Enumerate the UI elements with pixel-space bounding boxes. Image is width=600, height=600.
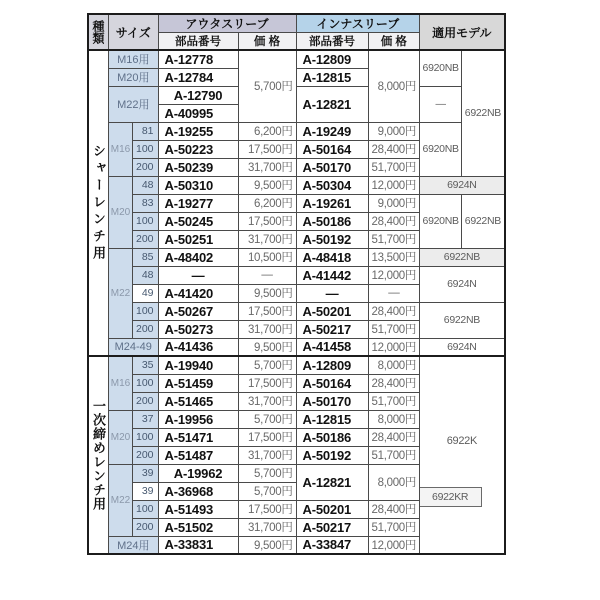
inner-price: 12,000円 — [368, 536, 420, 554]
size-cell: 100 — [133, 374, 159, 392]
outer-price: 9,500円 — [238, 338, 296, 356]
inner-price: 8,000円 — [368, 464, 420, 500]
header-model: 適用モデル — [420, 14, 505, 50]
model-cell: 6920NB — [420, 50, 462, 86]
size-cell: 37 — [133, 410, 159, 428]
size-cell: 100 — [133, 212, 159, 230]
model-cell: 6922NB — [462, 50, 505, 176]
outer-part-no: A-12778 — [158, 50, 238, 68]
outer-part-no: A-19962 — [158, 464, 238, 482]
inner-part-no: A-41458 — [296, 338, 368, 356]
inner-part-no: A-50304 — [296, 176, 368, 194]
outer-part-no: — — [158, 266, 238, 284]
inner-part-no: A-48418 — [296, 248, 368, 266]
inner-price: 9,000円 — [368, 194, 420, 212]
outer-part-no: A-33831 — [158, 536, 238, 554]
size-cell: 39 — [133, 464, 159, 482]
header-inner-sleeve: インナスリーブ — [296, 14, 420, 33]
outer-part-no: A-51493 — [158, 500, 238, 518]
size-cell: 200 — [133, 158, 159, 176]
size-cell: M24-49 — [109, 338, 159, 356]
outer-part-no: A-19277 — [158, 194, 238, 212]
inner-price: 8,000円 — [368, 50, 420, 122]
outer-part-no: A-19956 — [158, 410, 238, 428]
size-group-cell: M20 — [109, 410, 133, 464]
inner-part-no: A-12815 — [296, 68, 368, 86]
outer-part-no: A-40995 — [158, 104, 238, 122]
model-cell: 6924N — [420, 176, 505, 194]
inner-price: 51,700円 — [368, 230, 420, 248]
outer-price: 6,200円 — [238, 122, 296, 140]
outer-price: 5,700円 — [238, 356, 296, 374]
outer-part-no: A-50310 — [158, 176, 238, 194]
outer-part-no: A-51471 — [158, 428, 238, 446]
header-inner-part-no: 部品番号 — [296, 33, 368, 51]
header-outer-price: 価 格 — [238, 33, 296, 51]
outer-part-no: A-12790 — [158, 86, 238, 104]
size-cell: M22用 — [109, 86, 159, 122]
outer-price: 5,700円 — [238, 464, 296, 482]
outer-price: 17,500円 — [238, 212, 296, 230]
inner-price: 12,000円 — [368, 176, 420, 194]
inner-part-no: A-12821 — [296, 464, 368, 500]
inner-part-no: A-41442 — [296, 266, 368, 284]
outer-price: 17,500円 — [238, 374, 296, 392]
model-cell: 6924N — [420, 266, 505, 302]
size-cell: 100 — [133, 500, 159, 518]
header-kind: 種類 — [88, 14, 109, 50]
inner-part-no: A-50170 — [296, 392, 368, 410]
inner-price: 51,700円 — [368, 320, 420, 338]
outer-part-no: A-51487 — [158, 446, 238, 464]
outer-price: 5,700円 — [238, 410, 296, 428]
size-group-cell: M16 — [109, 356, 133, 410]
inner-price: 51,700円 — [368, 446, 420, 464]
outer-price: 17,500円 — [238, 428, 296, 446]
outer-part-no: A-19255 — [158, 122, 238, 140]
size-cell: 49 — [133, 284, 159, 302]
outer-part-no: A-50223 — [158, 140, 238, 158]
section-label-shear-wrench: シャーレンチ用 — [88, 50, 109, 356]
model-cell — [420, 356, 505, 554]
outer-price: 31,700円 — [238, 320, 296, 338]
inner-part-no: A-50217 — [296, 518, 368, 536]
model-label: 6922K — [446, 435, 478, 447]
size-cell: 100 — [133, 428, 159, 446]
size-cell: 200 — [133, 446, 159, 464]
outer-price: 9,500円 — [238, 536, 296, 554]
outer-price: — — [238, 266, 296, 284]
inner-price: 28,400円 — [368, 374, 420, 392]
size-cell: 83 — [133, 194, 159, 212]
outer-part-no: A-50239 — [158, 158, 238, 176]
inner-price: 28,400円 — [368, 140, 420, 158]
inner-part-no: A-12815 — [296, 410, 368, 428]
outer-part-no: A-50245 — [158, 212, 238, 230]
inner-price: 28,400円 — [368, 302, 420, 320]
section-label-primary-wrench: 一次締めレンチ用 — [88, 356, 109, 554]
outer-price: 31,700円 — [238, 230, 296, 248]
inner-part-no: A-12809 — [296, 50, 368, 68]
inner-part-no: A-19249 — [296, 122, 368, 140]
outer-price: 5,700円 — [238, 482, 296, 500]
outer-price: 17,500円 — [238, 140, 296, 158]
inner-part-no: A-50192 — [296, 230, 368, 248]
outer-part-no: A-41436 — [158, 338, 238, 356]
inner-part-no: A-50186 — [296, 428, 368, 446]
outer-part-no: A-19940 — [158, 356, 238, 374]
size-group-cell: M16 — [109, 122, 133, 176]
size-cell: 200 — [133, 230, 159, 248]
inner-price: 28,400円 — [368, 500, 420, 518]
size-cell: 200 — [133, 392, 159, 410]
header-inner-price: 価 格 — [368, 33, 420, 51]
header-outer-sleeve: アウタスリーブ — [158, 14, 296, 33]
outer-part-no: A-36968 — [158, 482, 238, 500]
inner-price: 51,700円 — [368, 392, 420, 410]
size-cell: M16用 — [109, 50, 159, 68]
outer-price: 31,700円 — [238, 158, 296, 176]
size-cell: 39 — [133, 482, 159, 500]
size-group-cell: M22 — [109, 464, 133, 536]
inner-part-no: A-50164 — [296, 374, 368, 392]
inner-part-no: A-50170 — [296, 158, 368, 176]
size-cell: 85 — [133, 248, 159, 266]
inner-part-no: A-19261 — [296, 194, 368, 212]
model-cell: 6920NB — [420, 194, 462, 248]
size-cell: 48 — [133, 266, 159, 284]
outer-part-no: A-50273 — [158, 320, 238, 338]
inner-part-no: A-50201 — [296, 302, 368, 320]
inner-price: 8,000円 — [368, 410, 420, 428]
outer-part-no: A-51459 — [158, 374, 238, 392]
inner-part-no: A-12809 — [296, 356, 368, 374]
size-group-cell: M20 — [109, 176, 133, 248]
inner-part-no: A-50192 — [296, 446, 368, 464]
inner-price: 12,000円 — [368, 266, 420, 284]
outer-price: 10,500円 — [238, 248, 296, 266]
outer-part-no: A-41420 — [158, 284, 238, 302]
size-cell: 200 — [133, 518, 159, 536]
model-cell: 6920NB — [420, 122, 462, 176]
size-cell: 48 — [133, 176, 159, 194]
inner-price: — — [368, 284, 420, 302]
outer-price: 17,500円 — [238, 302, 296, 320]
inner-part-no: — — [296, 284, 368, 302]
outer-part-no: A-12784 — [158, 68, 238, 86]
inner-part-no: A-50201 — [296, 500, 368, 518]
inner-part-no: A-50164 — [296, 140, 368, 158]
outer-price: 9,500円 — [238, 284, 296, 302]
model-cell: — — [420, 86, 462, 122]
outer-price: 31,700円 — [238, 392, 296, 410]
outer-price: 6,200円 — [238, 194, 296, 212]
size-cell: 81 — [133, 122, 159, 140]
inner-price: 28,400円 — [368, 428, 420, 446]
inner-price: 9,000円 — [368, 122, 420, 140]
inner-part-no: A-50217 — [296, 320, 368, 338]
model-cell: 6924N — [420, 338, 505, 356]
inner-part-no: A-33847 — [296, 536, 368, 554]
outer-part-no: A-51465 — [158, 392, 238, 410]
outer-price: 17,500円 — [238, 500, 296, 518]
model-overlay-box: 6922KR — [420, 487, 483, 507]
outer-price: 5,700円 — [238, 50, 296, 122]
inner-price: 51,700円 — [368, 158, 420, 176]
outer-part-no: A-50251 — [158, 230, 238, 248]
model-cell: 6922NB — [462, 194, 505, 248]
header-outer-part-no: 部品番号 — [158, 33, 238, 51]
model-cell: 6922NB — [420, 302, 505, 338]
inner-part-no: A-12821 — [296, 86, 368, 122]
size-cell: 200 — [133, 320, 159, 338]
size-cell: 100 — [133, 302, 159, 320]
inner-price: 51,700円 — [368, 518, 420, 536]
outer-part-no: A-50267 — [158, 302, 238, 320]
model-cell: 6922NB — [420, 248, 505, 266]
size-cell: M24用 — [109, 536, 159, 554]
outer-price: 9,500円 — [238, 176, 296, 194]
inner-price: 28,400円 — [368, 212, 420, 230]
size-cell: 35 — [133, 356, 159, 374]
size-group-cell: M22 — [109, 248, 133, 338]
size-cell: 100 — [133, 140, 159, 158]
header-size: サイズ — [109, 14, 159, 50]
size-cell: M20用 — [109, 68, 159, 86]
inner-price: 13,500円 — [368, 248, 420, 266]
outer-price: 31,700円 — [238, 518, 296, 536]
inner-part-no: A-50186 — [296, 212, 368, 230]
parts-price-table — [87, 13, 506, 555]
outer-part-no: A-51502 — [158, 518, 238, 536]
outer-price: 31,700円 — [238, 446, 296, 464]
inner-price: 12,000円 — [368, 338, 420, 356]
outer-part-no: A-48402 — [158, 248, 238, 266]
inner-price: 8,000円 — [368, 356, 420, 374]
